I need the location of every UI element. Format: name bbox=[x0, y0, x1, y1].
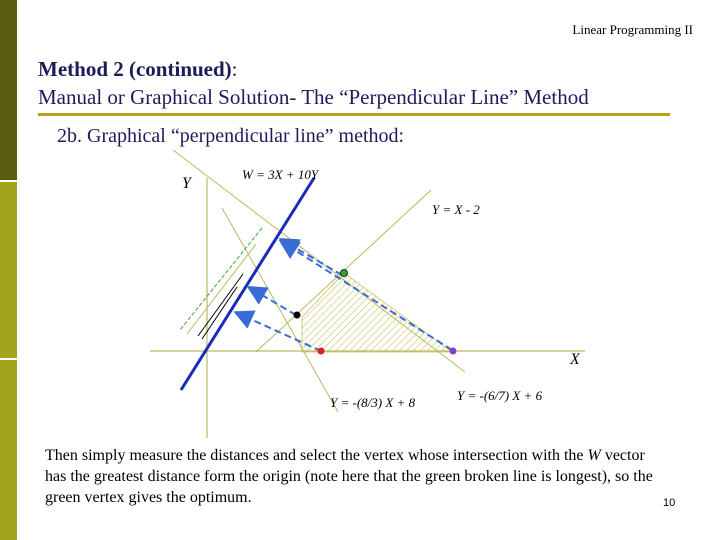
explanation-text bbox=[45, 445, 665, 508]
x-axis-label: X bbox=[570, 351, 580, 368]
explanation-part2: vector has the greatest distance form the origin (note here that the green broken line is longest), so the green vertex gives the optimum. bbox=[45, 447, 653, 506]
explanation-part1: Then simply measure the distances and select the vertex whose intersection with the bbox=[45, 447, 588, 464]
slide-header: Linear Programming II bbox=[572, 22, 693, 37]
objective-vector bbox=[181, 178, 314, 390]
explanation-w: W bbox=[587, 447, 601, 464]
y-axis-label: Y bbox=[182, 175, 191, 192]
distance-arrow-green bbox=[282, 240, 342, 275]
constraint-label-2: Y = -(8/3) X + 8 bbox=[330, 395, 416, 410]
page-number: 10 bbox=[663, 497, 676, 509]
slide-subtitle: 2b. Graphical “perpendicular line” method: bbox=[57, 125, 405, 147]
constraint-label-3: Y = -(6/7) X + 6 bbox=[457, 388, 543, 403]
feasible-region bbox=[302, 273, 452, 352]
vertex-red bbox=[318, 348, 325, 355]
constraint-label-1: Y = X - 2 bbox=[432, 202, 480, 217]
slide-title-line2: Manual or Graphical Solution- The “Perpendicular Line” Method bbox=[38, 85, 589, 109]
title-colon: : bbox=[231, 57, 238, 81]
vertex-black bbox=[294, 312, 301, 319]
distance-arrow-black bbox=[250, 288, 296, 315]
vertex-purple bbox=[450, 348, 457, 355]
title-method: Method 2 (continued) bbox=[38, 57, 232, 81]
objective-label: W = 3X + 10Y bbox=[242, 167, 319, 182]
vertex-green bbox=[341, 270, 348, 277]
